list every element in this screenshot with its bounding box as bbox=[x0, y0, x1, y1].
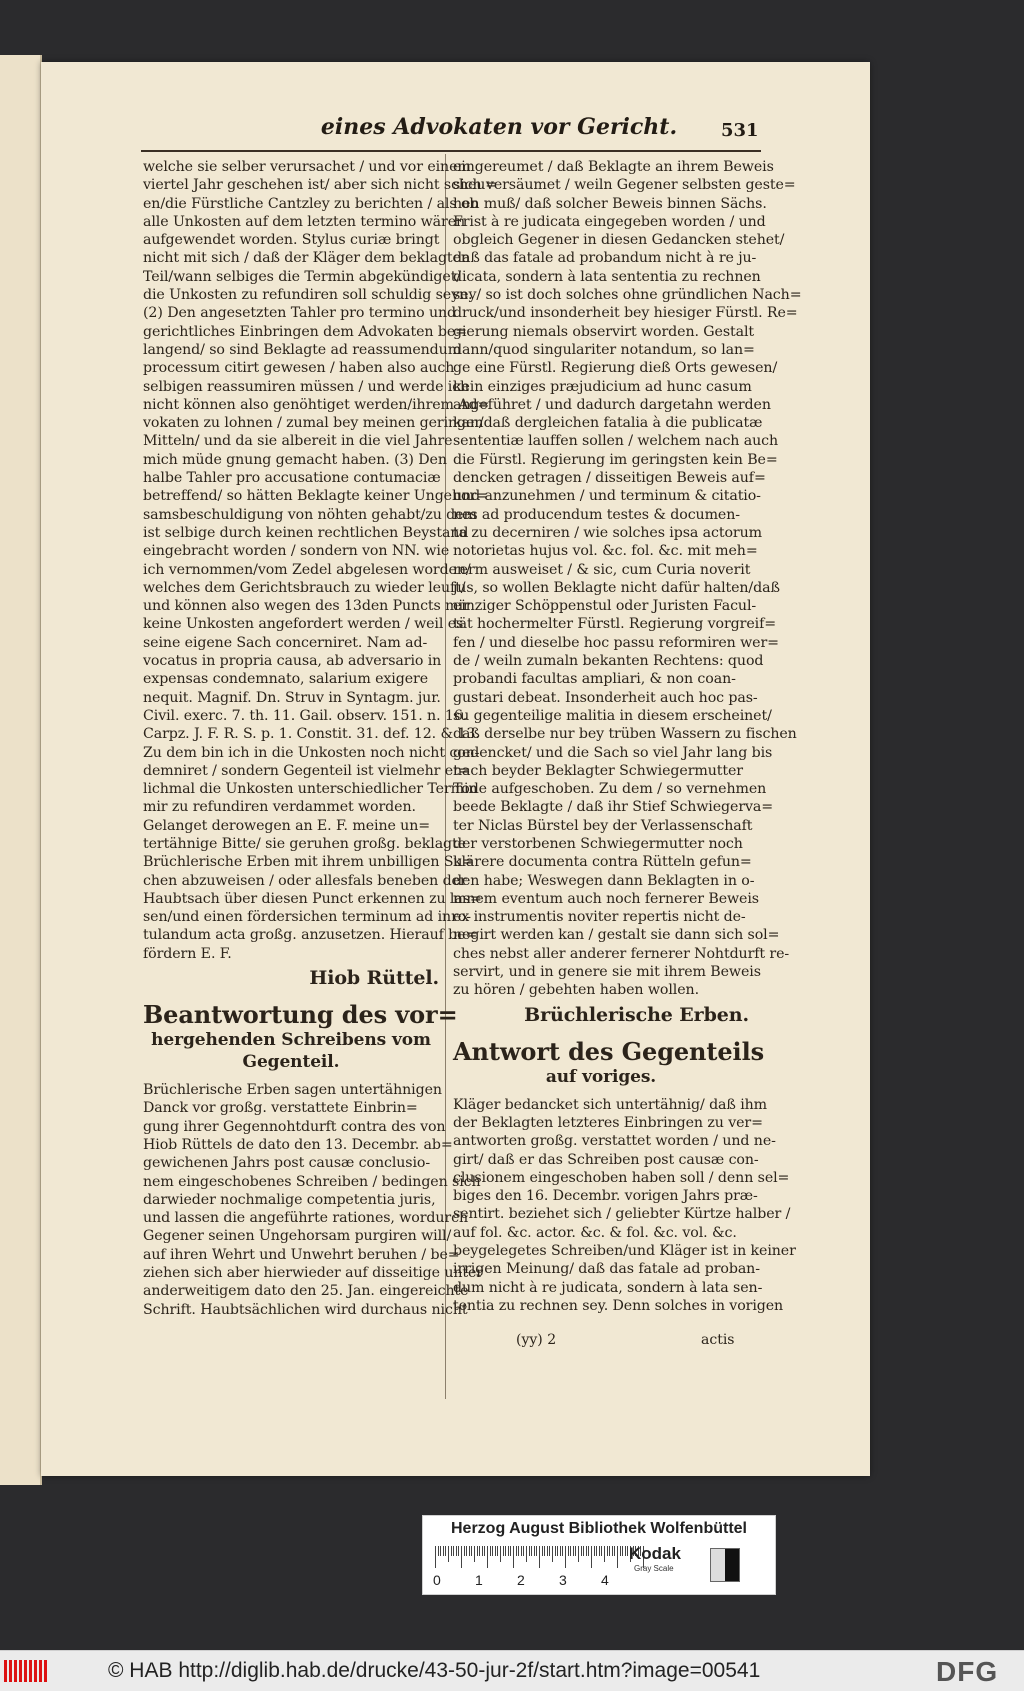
ruler-tick bbox=[586, 1546, 587, 1556]
text-line: halbe Tahler pro accusatione contumaciæ bbox=[143, 470, 441, 487]
text-line: Civil. exerc. 7. th. 11. Gail. observ. 151. n. 16. bbox=[143, 707, 468, 724]
left-column bbox=[143, 158, 498, 1319]
text-line: servirt, und in genere sie mit ihrem Beweis bbox=[453, 964, 761, 981]
ruler-tick bbox=[443, 1546, 444, 1556]
header-rule bbox=[141, 150, 761, 152]
text-line: und anzunehmen / und terminum & citatio- bbox=[453, 488, 761, 505]
ruler-tick bbox=[453, 1546, 454, 1556]
text-line: druck/und insonderheit bey hiesiger Fürstl. Re= bbox=[453, 305, 798, 322]
text-line: nach beyder Beklagter Schwiegermutter bbox=[453, 762, 743, 779]
text-line: klärere documenta contra Rütteln gefun= bbox=[453, 854, 752, 871]
text-line: nequit. Magnif. Dn. Struv in Syntagm. jur. bbox=[143, 689, 441, 706]
text-line: welches dem Gerichtsbrauch zu wieder leuft/ bbox=[143, 579, 466, 596]
text-line: beede Beklagte / daß ihr Stief Schwiegerva= bbox=[453, 799, 774, 816]
ruler-tick bbox=[435, 1546, 436, 1568]
ruler-tick bbox=[625, 1546, 626, 1556]
ruler-tick bbox=[552, 1546, 553, 1562]
text-line: irrigen Meinung/ daß das fatale ad proban- bbox=[453, 1261, 760, 1278]
right-signature: Brüchlerische Erben. bbox=[524, 1003, 749, 1026]
ruler-tick bbox=[529, 1546, 530, 1556]
text-line: daß derselbe nur bey trüben Wassern zu fischen bbox=[453, 726, 797, 743]
right-text-block-2 bbox=[453, 1096, 796, 1316]
ruler-tick bbox=[614, 1546, 615, 1556]
text-line: samsbeschuldigung von nöhten gehabt/zu dem bbox=[143, 506, 477, 523]
text-line: Haubtsach über diesen Punct erkennen zu las= bbox=[143, 890, 482, 907]
text-line: welche sie selber verursachet / und vor einem bbox=[143, 159, 471, 175]
ruler-tick bbox=[575, 1546, 576, 1556]
text-line: Tode aufgeschoben. Zu dem / so vernehmen bbox=[453, 781, 767, 798]
text-line: probandi facultas ampliari, & non coan- bbox=[453, 671, 736, 688]
text-line: ta zu decerniren / wie solches ipsa actorum bbox=[453, 524, 762, 541]
ruler-number: 2 bbox=[517, 1572, 525, 1588]
text-line: tät hochermelter Fürstl. Regierung vorgreif= bbox=[453, 616, 777, 633]
text-line: angeführet / und dadurch dargetahn werden bbox=[453, 396, 771, 413]
text-line: alle Unkosten auf dem letzten termino wären bbox=[143, 213, 466, 230]
ruler-tick bbox=[565, 1546, 566, 1568]
text-line: sey/ so ist doch solches ohne gründlichen Nach= bbox=[453, 287, 802, 304]
text-line: chen abzuweisen / oder allesfals beneben der bbox=[143, 872, 467, 889]
ruler-tick bbox=[594, 1546, 595, 1556]
left-text-block-1 bbox=[143, 158, 498, 963]
ruler-tick bbox=[531, 1546, 532, 1556]
text-line: sen/und einen fördersichen terminum ad inro- bbox=[143, 909, 471, 926]
text-line: darwieder nochmalige competentia juris, bbox=[143, 1191, 436, 1208]
scale-ruler bbox=[435, 1546, 645, 1568]
footer-bar bbox=[0, 1650, 1024, 1691]
ruler-tick bbox=[448, 1546, 449, 1562]
ruler-tick bbox=[521, 1546, 522, 1556]
text-line: gewichenen Jahrs post causæ conclusio- bbox=[143, 1155, 431, 1172]
text-line: (2) Den angesetzten Tahler pro termino und bbox=[143, 305, 457, 322]
ruler-tick bbox=[549, 1546, 550, 1556]
ruler-tick bbox=[495, 1546, 496, 1556]
text-line: mir zu refundiren verdammet worden. bbox=[143, 799, 416, 816]
text-line: langend/ so sind Beklagte ad reassumendum bbox=[143, 341, 462, 358]
ruler-tick bbox=[466, 1546, 467, 1556]
ruler-tick bbox=[505, 1546, 506, 1556]
text-line: gustari debeat. Insonderheit auch hoc pas- bbox=[453, 689, 758, 706]
ruler-tick bbox=[508, 1546, 509, 1556]
text-line: Kläger bedancket sich untertähnig/ daß ihm bbox=[453, 1096, 768, 1113]
gray-swatch bbox=[710, 1548, 740, 1582]
text-line: Danck vor großg. verstattete Einbrin= bbox=[143, 1100, 418, 1117]
text-line: rerm ausweiset / & sic, cum Curia noverit bbox=[453, 561, 751, 578]
ruler-tick bbox=[513, 1546, 514, 1568]
text-line: ich vernommen/vom Zedel abgelesen worden/ bbox=[143, 561, 471, 578]
text-line: vocatus in propria causa, ab adversario in bbox=[143, 653, 442, 670]
ruler-tick bbox=[445, 1546, 446, 1556]
ruler-tick bbox=[500, 1546, 501, 1562]
text-line: dum nicht à re judicata, sondern à lata sen- bbox=[453, 1279, 763, 1296]
text-line: mich müde gnung gemacht haben. (3) Den bbox=[143, 451, 447, 468]
ruler-tick bbox=[607, 1546, 608, 1556]
text-line: Gegener seinen Ungehorsam purgiren will/ bbox=[143, 1228, 452, 1245]
text-line: und können also wegen des 13den Puncts mir bbox=[143, 598, 470, 615]
ruler-tick bbox=[458, 1546, 459, 1556]
ruler-tick bbox=[492, 1546, 493, 1556]
text-line: lichmal die Unkosten unterschiedlicher Termin bbox=[143, 781, 478, 798]
text-line: nicht mit sich / daß der Kläger dem beklagten bbox=[143, 250, 470, 267]
text-line: anderweitigem dato den 25. Jan. eingereichte bbox=[143, 1283, 469, 1300]
ruler-tick bbox=[617, 1546, 618, 1568]
ruler-number: 4 bbox=[601, 1572, 609, 1588]
ruler-tick bbox=[568, 1546, 569, 1556]
text-line: daß das fatale ad probandum nicht à re ju- bbox=[453, 250, 757, 267]
ruler-tick bbox=[583, 1546, 584, 1556]
ruler-tick bbox=[464, 1546, 465, 1556]
text-line: auf fol. &c. actor. &c. & fol. &c. vol. &c. bbox=[453, 1224, 737, 1241]
text-line: aufgewendet worden. Stylus curiæ bringt bbox=[143, 232, 440, 249]
book-page bbox=[41, 62, 870, 1476]
text-line: viertel Jahr geschehen ist/ aber sich nicht scheu= bbox=[143, 177, 498, 194]
ruler-tick bbox=[497, 1546, 498, 1556]
ruler-tick bbox=[482, 1546, 483, 1556]
text-line: obgleich Gegener in diesen Gedancken stehet/ bbox=[453, 232, 785, 249]
text-line: antworten großg. verstattet worden / und ne- bbox=[453, 1133, 776, 1150]
ruler-tick bbox=[609, 1546, 610, 1556]
ruler-tick bbox=[555, 1546, 556, 1556]
page-number: 531 bbox=[721, 120, 759, 141]
ruler-tick bbox=[536, 1546, 537, 1556]
text-line: nicht können also genöhtiget werden/ihrem Ad= bbox=[143, 396, 490, 413]
text-line: Mitteln/ und da sie albereit in die viel Jahre bbox=[143, 433, 453, 450]
text-line: biges den 16. Decembr. vorigen Jahrs præ- bbox=[453, 1188, 758, 1205]
right-section-subheading: auf voriges. bbox=[545, 1066, 657, 1087]
left-text-block-2 bbox=[143, 1081, 483, 1319]
text-line: girt/ daß er das Schreiben post causæ con- bbox=[453, 1151, 759, 1168]
text-line: eingereumet / daß Beklagte an ihrem Beweis bbox=[453, 159, 774, 175]
text-line: ex instrumentis noviter repertis nicht de- bbox=[453, 909, 746, 926]
ruler-tick bbox=[560, 1546, 561, 1556]
text-line: betreffend/ so hätten Beklagte keiner Ungehor= bbox=[143, 488, 488, 505]
ruler-tick bbox=[620, 1546, 621, 1556]
ruler-tick bbox=[490, 1546, 491, 1556]
colorbar-title: Herzog August Bibliothek Wolfenbüttel bbox=[451, 1520, 747, 1537]
ruler-number: 1 bbox=[475, 1572, 483, 1588]
gray-scale-label: Gray Scale bbox=[634, 1564, 674, 1573]
kodak-logo: Kodak bbox=[629, 1544, 681, 1563]
text-line: negirt werden kan / gestalt sie dann sich sol= bbox=[453, 927, 780, 944]
text-line: beygelegetes Schreiben/und Kläger ist in keiner bbox=[453, 1243, 796, 1260]
text-line: fen / und dieselbe hoc passu reformiren wer= bbox=[453, 634, 779, 651]
left-signature: Hiob Rüttel. bbox=[309, 967, 439, 990]
ruler-tick bbox=[562, 1546, 563, 1556]
text-line: gedencket/ und die Sach so viel Jahr lang bis bbox=[453, 744, 773, 761]
ruler-tick bbox=[588, 1546, 589, 1556]
ruler-tick bbox=[542, 1546, 543, 1556]
text-line: mnem eventum auch noch fernerer Beweis bbox=[453, 890, 759, 907]
ruler-tick bbox=[503, 1546, 504, 1556]
text-line: tertähnige Bitte/ sie geruhen großg. beklagte bbox=[143, 835, 466, 852]
text-line: eingebracht worden / sondern von NN. wie bbox=[143, 543, 450, 560]
text-line: kan/daß dergleichen fatalia à die publicatæ bbox=[453, 415, 763, 432]
ruler-tick bbox=[622, 1546, 623, 1556]
ruler-tick bbox=[604, 1546, 605, 1562]
ruler-tick bbox=[596, 1546, 597, 1556]
text-line: dicata, sondern à lata sententia zu rechnen bbox=[453, 268, 761, 285]
ruler-tick bbox=[479, 1546, 480, 1556]
ruler-tick bbox=[477, 1546, 478, 1556]
text-line: gierung niemals observirt worden. Gestalt bbox=[453, 323, 755, 340]
text-line: der Beklagten letzteres Einbringen zu ver= bbox=[453, 1114, 763, 1131]
right-text-block-1 bbox=[453, 158, 802, 1000]
text-line: nes ad producendum testes & documen- bbox=[453, 506, 740, 523]
ruler-tick bbox=[474, 1546, 475, 1562]
text-line: Carpz. J. F. R. S. p. 1. Constit. 31. def. 12. & 13. bbox=[143, 726, 480, 743]
ruler-tick bbox=[601, 1546, 602, 1556]
ruler-number: 3 bbox=[559, 1572, 567, 1588]
text-line: tentia zu rechnen sey. Denn solches in vorigen bbox=[453, 1297, 784, 1314]
ruler-tick bbox=[487, 1546, 488, 1568]
ruler-tick bbox=[461, 1546, 462, 1568]
text-line: clusionem eingeschoben haben soll / denn sel= bbox=[453, 1169, 790, 1186]
text-line: ches nebst aller anderer fernerer Nohtdurft re- bbox=[453, 945, 790, 962]
previous-page-edge bbox=[0, 55, 42, 1485]
ruler-tick bbox=[578, 1546, 579, 1562]
text-line: ge eine Fürstl. Regierung dieß Orts gewesen/ bbox=[453, 360, 778, 377]
left-section-subheading-1: hergehenden Schreibens vom bbox=[151, 1030, 431, 1051]
text-line: sich versäumet / weiln Gegener selbsten geste= bbox=[453, 177, 796, 194]
ruler-tick bbox=[516, 1546, 517, 1556]
ruler-tick bbox=[456, 1546, 457, 1556]
text-line: ter Niclas Bürstel bey der Verlassenschaft bbox=[453, 817, 753, 834]
text-line: demniret / sondern Gegenteil ist vielmehr et= bbox=[143, 762, 471, 779]
ruler-tick bbox=[438, 1546, 439, 1556]
text-line: Schrift. Haubtsächlichen wird durchaus nicht bbox=[143, 1301, 468, 1318]
text-line: zu hören / gebehten haben wollen. bbox=[453, 982, 699, 999]
ruler-tick bbox=[526, 1546, 527, 1562]
hab-logo-icon bbox=[4, 1660, 48, 1682]
text-line: dencken getragen / disseitigen Beweis auf= bbox=[453, 470, 766, 487]
ruler-tick bbox=[484, 1546, 485, 1556]
text-line: ist selbige durch keinen rechtlichen Beystand bbox=[143, 524, 469, 541]
left-section-subheading-2: Gegenteil. bbox=[242, 1052, 340, 1073]
text-line: Frist à re judicata eingegeben worden / und bbox=[453, 213, 766, 230]
right-section-heading: Antwort des Gegenteils bbox=[453, 1036, 764, 1066]
left-section-heading: Beantwortung des vor= bbox=[143, 1000, 458, 1030]
text-line: fördern E. F. bbox=[143, 945, 232, 962]
ruler-tick bbox=[469, 1546, 470, 1556]
ruler-tick bbox=[599, 1546, 600, 1556]
text-line: seine eigene Sach concerniret. Nam ad- bbox=[143, 634, 428, 651]
text-line: vokaten zu lohnen / zumal bey meinen geringen bbox=[143, 415, 484, 432]
ruler-tick bbox=[510, 1546, 511, 1556]
ruler-tick bbox=[471, 1546, 472, 1556]
text-line: und lassen die angeführte rationes, wordurch bbox=[143, 1210, 468, 1227]
ruler-tick bbox=[523, 1546, 524, 1556]
color-calibration-bar bbox=[422, 1515, 776, 1595]
ruler-tick bbox=[591, 1546, 592, 1568]
ruler-tick bbox=[518, 1546, 519, 1556]
text-line: auf ihren Wehrt und Unwehrt beruhen / be= bbox=[143, 1246, 460, 1263]
footer-copyright-link[interactable]: © HAB http://diglib.hab.de/drucke/43-50-jur-2f/start.htm?image=00541 bbox=[108, 1659, 761, 1682]
ruler-tick bbox=[544, 1546, 545, 1556]
text-line: hen muß/ daß solcher Beweis binnen Sächs. bbox=[453, 195, 767, 212]
text-line: jus, so wollen Beklagte nicht dafür halten/daß bbox=[453, 579, 780, 596]
text-line: sententiæ lauffen sollen / welchem nach auch bbox=[453, 433, 779, 450]
right-column bbox=[453, 158, 802, 1315]
text-line: einziger Schöppenstul oder Juristen Facul- bbox=[453, 598, 757, 615]
text-line: tulandum acta großg. anzusetzen. Hierauf be= bbox=[143, 927, 478, 944]
text-line: selbigen reassumiren müssen / und werde ich bbox=[143, 378, 470, 395]
text-line: keine Unkosten angefordert werden / weil es bbox=[143, 616, 464, 633]
text-line: sentirt. beziehet sich / geliebter Kürtze halber / bbox=[453, 1206, 791, 1223]
text-line: nem eingeschobenes Schreiben / bedingen sich bbox=[143, 1173, 481, 1190]
ruler-number: 0 bbox=[433, 1572, 441, 1588]
ruler-tick bbox=[451, 1546, 452, 1556]
ruler-tick bbox=[612, 1546, 613, 1556]
running-head: eines Advokaten vor Gericht. bbox=[320, 114, 678, 140]
text-line: expensas condemnato, salarium exigere bbox=[143, 671, 429, 688]
ruler-tick bbox=[570, 1546, 571, 1556]
text-line: Gelanget derowegen an E. F. meine un= bbox=[143, 817, 431, 834]
text-line: Hiob Rüttels de dato den 13. Decembr. ab= bbox=[143, 1136, 453, 1153]
ruler-tick bbox=[440, 1546, 441, 1556]
signature-mark: (yy) 2 bbox=[516, 1332, 557, 1348]
text-line: Brüchlerische Erben sagen untertähnigen bbox=[143, 1082, 442, 1099]
text-line: den habe; Weswegen dann Beklagten in o- bbox=[453, 872, 755, 889]
text-line: gerichtliches Einbringen dem Advokaten be= bbox=[143, 323, 467, 340]
text-line: ziehen sich aber hierwieder auf disseitige unter bbox=[143, 1265, 483, 1282]
text-line: dann/quod singulariter notandum, so lan= bbox=[453, 341, 755, 358]
text-line: der verstorbenen Schwiegermutter noch bbox=[453, 835, 743, 852]
ruler-tick bbox=[573, 1546, 574, 1556]
text-line: Teil/wann selbiges die Termin abgekündiget/ bbox=[143, 268, 461, 285]
text-line: en/die Fürstliche Cantzley zu berichten / als ob bbox=[143, 195, 479, 212]
ruler-tick bbox=[547, 1546, 548, 1556]
ruler-tick bbox=[534, 1546, 535, 1556]
text-line: de / weiln zumaln bekanten Rechtens: quod bbox=[453, 653, 764, 670]
ruler-tick bbox=[581, 1546, 582, 1556]
text-line: Zu dem bin ich in die Unkosten noch nicht con- bbox=[143, 744, 480, 761]
text-line: kein einziges præjudicium ad hunc casum bbox=[453, 378, 752, 395]
text-line: su gegenteilige malitia in diesem erscheinet/ bbox=[453, 707, 772, 724]
ruler-tick bbox=[539, 1546, 540, 1568]
catchword: actis bbox=[701, 1332, 735, 1348]
text-line: gung ihrer Gegennohtdurft contra des von bbox=[143, 1118, 446, 1135]
text-line: die Unkosten zu refundiren soll schuldig seyn. bbox=[143, 287, 473, 304]
text-line: Brüchlerische Erben mit ihrem unbilligen Su= bbox=[143, 854, 475, 871]
text-line: processum citirt gewesen / haben also auch bbox=[143, 360, 455, 377]
text-line: notorietas hujus vol. &c. fol. &c. mit meh= bbox=[453, 543, 758, 560]
dfg-logo: DFG bbox=[936, 1656, 999, 1687]
text-line: die Fürstl. Regierung im geringsten kein Be= bbox=[453, 451, 778, 468]
ruler-tick bbox=[557, 1546, 558, 1556]
